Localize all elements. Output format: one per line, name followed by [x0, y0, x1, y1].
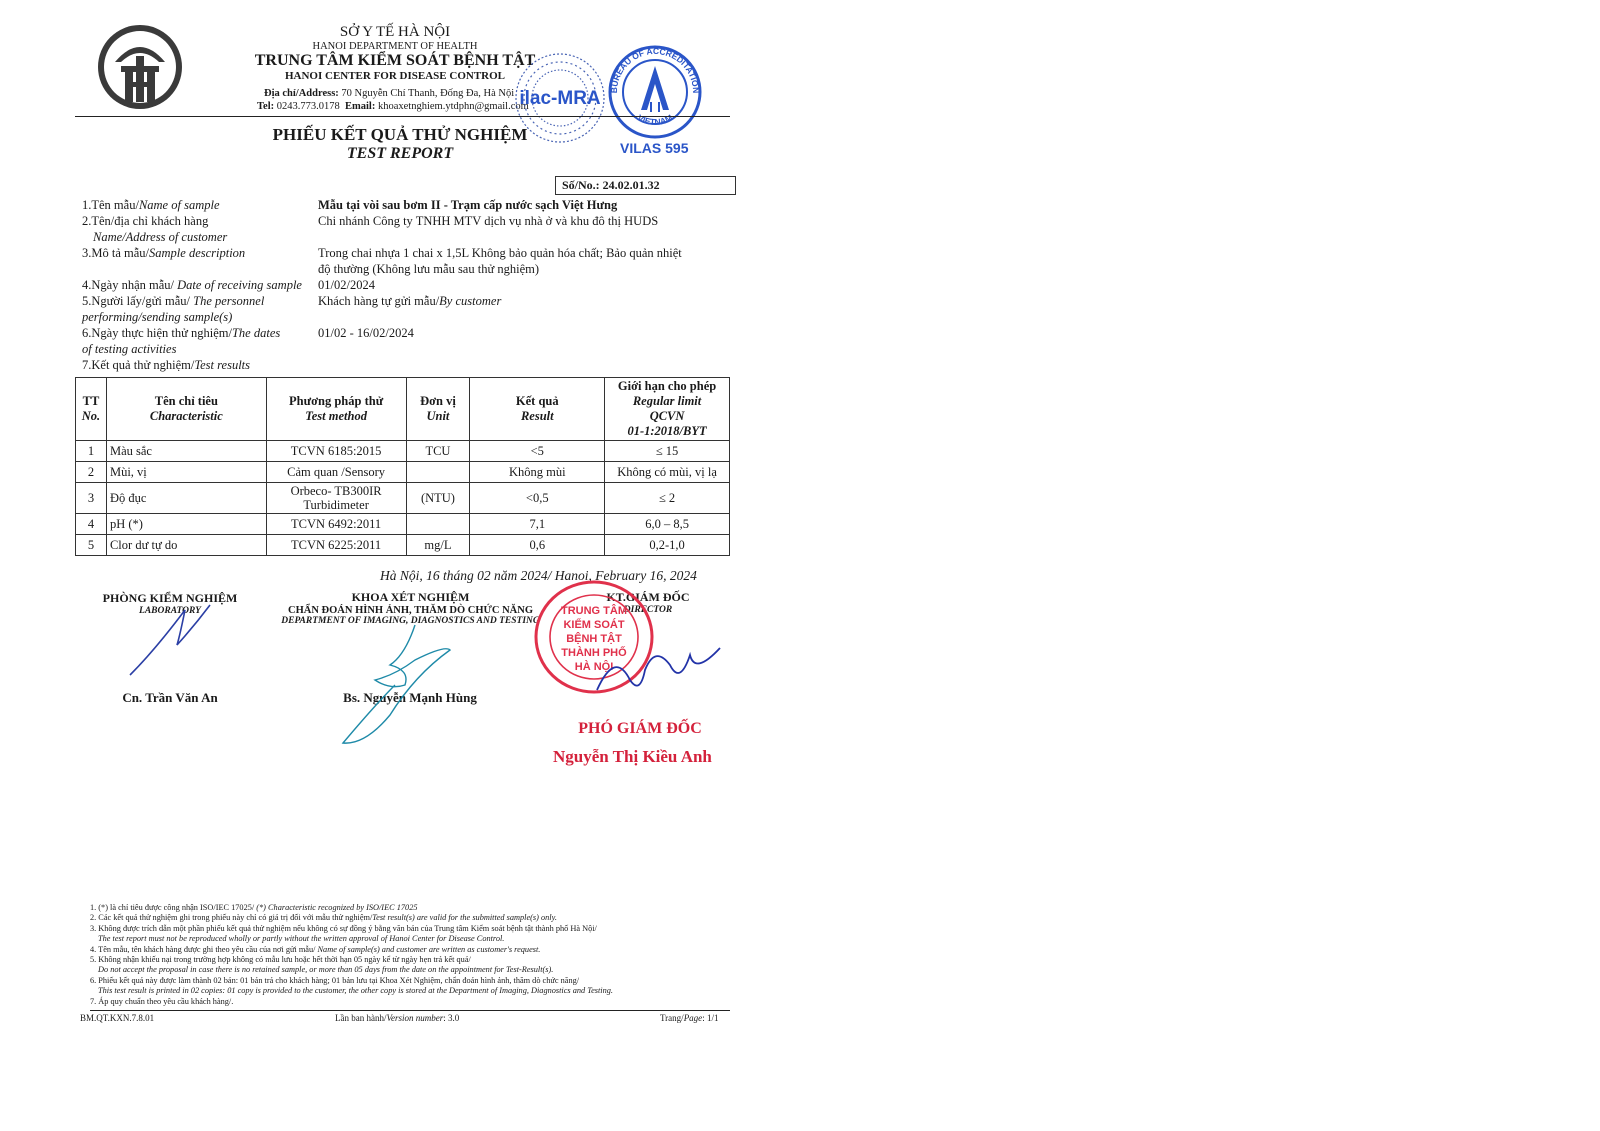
svg-text:KIỂM SOÁT: KIỂM SOÁT	[563, 619, 625, 631]
table-row: 5 Clor dư tự do TCVN 6225:2011 mg/L 0,6 0,2-1,0	[76, 535, 730, 556]
center-vi: TRUNG TÂM KIỂM SOÁT BỆNH TẬT	[254, 52, 536, 69]
col-no: TT No.	[76, 378, 107, 441]
footnotes	[90, 903, 730, 1007]
footnote: 1. (*) là chỉ tiêu được công nhận ISO/IEC 17025/ (*) Characteristic recognized by ISO/IEC 17025	[90, 903, 418, 912]
dept-en: HANOI DEPARTMENT OF HEALTH	[312, 41, 478, 52]
dept-title-en: DEPARTMENT OF IMAGING, DIAGNOSTICS AND TESTING	[281, 616, 540, 626]
col-result: Kết quả Result	[470, 378, 605, 441]
svg-text:VIETNAM: VIETNAM	[635, 112, 675, 128]
col-limit: Giới hạn cho phép Regular limit QCVN 01-1:2018/BYT	[605, 378, 730, 441]
date-line: Hà Nội, 16 tháng 02 năm 2024/ Hanoi, February 16, 2024	[380, 568, 697, 583]
report-number: 24.02.01.32	[602, 178, 660, 192]
version-number: Lần ban hành/Version number: 3.0	[335, 1013, 460, 1023]
results-table	[75, 377, 730, 556]
dept-vi: SỞ Y TẾ HÀ NỘI	[339, 24, 451, 40]
report-number-box: Số/No.: 24.02.01.32	[555, 176, 736, 195]
field-customer-label: 2.Tên/địa chỉ khách hàng	[82, 214, 209, 228]
page-number: Trang/Page: 1/1	[660, 1013, 719, 1023]
col-test-method: Phương pháp thử Test method	[266, 378, 406, 441]
col-characteristic: Tên chỉ tiêu Characteristic	[106, 378, 266, 441]
director-title: KT.GIÁM ĐỐC	[606, 590, 690, 604]
svg-text:THÀNH PHỐ: THÀNH PHỐ	[561, 647, 627, 659]
field-sample-name-value: Mẫu tại vòi sau bơm II - Trạm cấp nước sạch Việt Hưng	[318, 198, 618, 212]
table-row: 4 pH (*) TCVN 6492:2011 7,1 6,0 – 8,5	[76, 514, 730, 535]
field-customer-label-en: Name/Address of customer	[93, 230, 228, 244]
field-sample-name-label: 1.Tên mẫu/Name of sample	[82, 198, 220, 212]
footnote: 6. Phiếu kết quả này được làm thành 02 bản: 01 bản trả cho khách hàng; 01 bản lưu tại Khoa Xét Nghiệm, chẩn đoán hình ảnh, thăm dò chức năng/	[90, 975, 580, 985]
header-divider	[75, 116, 730, 117]
director-signature	[595, 630, 725, 700]
boa-accreditation-logo	[607, 44, 703, 140]
field-sender-label-2: performing/sending sample(s)	[82, 310, 233, 324]
vilas-code: VILAS 595	[620, 140, 689, 156]
footnote: 3. Không được trích dẫn một phần phiếu kết quả thử nghiệm nếu không có sự đồng ý bằng văn bản của Trung tâm Kiểm soát bệnh tật thành phố Hà Nội/	[90, 923, 597, 933]
report-title-vi: PHIẾU KẾT QUẢ THỬ NGHIỆM	[272, 125, 528, 144]
field-customer-value: Chi nhánh Công ty TNHH MTV dịch vụ nhà ở và khu đô thị HUDS	[318, 214, 659, 228]
footnote: Do not accept the proposal in case there is no retained sample, or more than 05 days from the date on the appointment for Test-Result(s).	[98, 965, 554, 975]
footnote: 7. Áp quy chuẩn theo yêu cầu khách hàng/.	[90, 996, 234, 1006]
lab-title-en: LABORATORY	[139, 606, 201, 616]
lab-signature	[125, 595, 225, 685]
lab-title: PHÒNG KIỂM NGHIỆM	[102, 591, 238, 605]
svg-text:ilac-MRA: ilac-MRA	[519, 88, 601, 109]
field-receive-date-value: 01/02/2024	[318, 278, 375, 292]
footnote: 5. Không nhận khiếu nại trong trường hợp không có mẫu lưu hoặc hết thời hạn 05 ngày kể từ ngày hẹn trả kết quả/	[90, 955, 471, 965]
footer-divider	[90, 1010, 730, 1011]
svg-text:BUREAU OF ACCREDITATION: BUREAU OF ACCREDITATION	[608, 45, 702, 94]
report-title-en: TEST REPORT	[346, 145, 454, 162]
table-row: 3 Độ đục Orbeco- TB300IR Turbidimeter (NTU) <0,5 ≤ 2	[76, 483, 730, 514]
hcdc-logo	[95, 22, 185, 112]
center-en: HANOI CENTER FOR DISEASE CONTROL	[284, 70, 506, 82]
svg-text:HÀ NỘI: HÀ NỘI	[574, 661, 614, 673]
field-results-label: 7.Kết quả thử nghiệm/Test results	[82, 358, 251, 372]
field-description-label: 3.Mô tả mẫu/Sample description	[82, 246, 246, 260]
field-description-value-1: Trong chai nhựa 1 chai x 1,5L Không bảo quản hóa chất; Bảo quản nhiệt	[318, 246, 682, 260]
svg-text:BỆNH TẬT: BỆNH TẬT	[566, 633, 622, 645]
director-title-en: DIRECTOR	[623, 605, 673, 615]
field-testing-dates-label: 6.Ngày thực hiện thử nghiệm/The dates	[82, 326, 281, 340]
field-receive-date-label: 4.Ngày nhận mẫu/ Date of receiving sample	[82, 278, 302, 292]
dept-title-2: CHẨN ĐOÁN HÌNH ẢNH, THĂM DÒ CHỨC NĂNG	[288, 605, 533, 616]
field-testing-dates-value: 01/02 - 16/02/2024	[318, 326, 414, 340]
form-code: BM.QT.KXN.7.8.01	[80, 1013, 155, 1023]
field-testing-dates-label-2: of testing activities	[82, 342, 177, 356]
table-row: 2 Mùi, vị Cảm quan /Sensory Không mùi Không có mùi, vị lạ	[76, 462, 730, 483]
table-row: 1 Màu sắc TCVN 6185:2015 TCU <5 ≤ 15	[76, 441, 730, 462]
deputy-title: PHÓ GIÁM ĐỐC	[578, 720, 702, 737]
dept-person: Bs. Nguyễn Mạnh Hùng	[343, 690, 477, 705]
deputy-name: Nguyễn Thị Kiều Anh	[553, 747, 712, 766]
table-header-row	[76, 378, 730, 441]
field-description-value-2: độ thường (Không lưu mẫu sau thử nghiệm)	[318, 262, 540, 276]
footnote: This test result is printed in 02 copies: 01 copy is provided to the customer, the other copy is stored at the Department of Imaging, Diagnostics and Testing.	[98, 986, 613, 996]
field-sender-value: Khách hàng tự gửi mẫu/By customer	[318, 294, 502, 308]
footnote: The test report must not be reproduced wholly or partly without the written approval of Hanoi Center for Disease Control.	[98, 934, 505, 944]
footnote: 2. Các kết quả thử nghiệm ghi trong phiếu này chỉ có giá trị đối với mẫu thử nghiệm/Test result(s) are valid for the submitted sample(s) only.	[90, 913, 557, 923]
footnote: 4. Tên mẫu, tên khách hàng được ghi theo yêu cầu của nơi gửi mẫu/ Name of sample(s) and customer are written as customer's request.	[90, 944, 541, 954]
lab-person: Cn. Trần Văn An	[122, 690, 218, 705]
field-sender-label: 5.Người lấy/gửi mẫu/ The personnel	[82, 294, 265, 308]
address-line: Địa chỉ/Address: 70 Nguyễn Chí Thanh, Đống Đa, Hà Nội	[264, 88, 515, 99]
dept-title-1: KHOA XÉT NGHIỆM	[351, 590, 470, 604]
svg-text:TRUNG TÂM: TRUNG TÂM	[561, 605, 627, 617]
col-unit: Đơn vị Unit	[406, 378, 470, 441]
dept-signature	[335, 615, 460, 750]
document-page	[0, 0, 790, 1131]
contact-line: Tel: 0243.773.0178 Email: khoaxetnghiem.ytdphn@gmail.com	[257, 101, 529, 112]
